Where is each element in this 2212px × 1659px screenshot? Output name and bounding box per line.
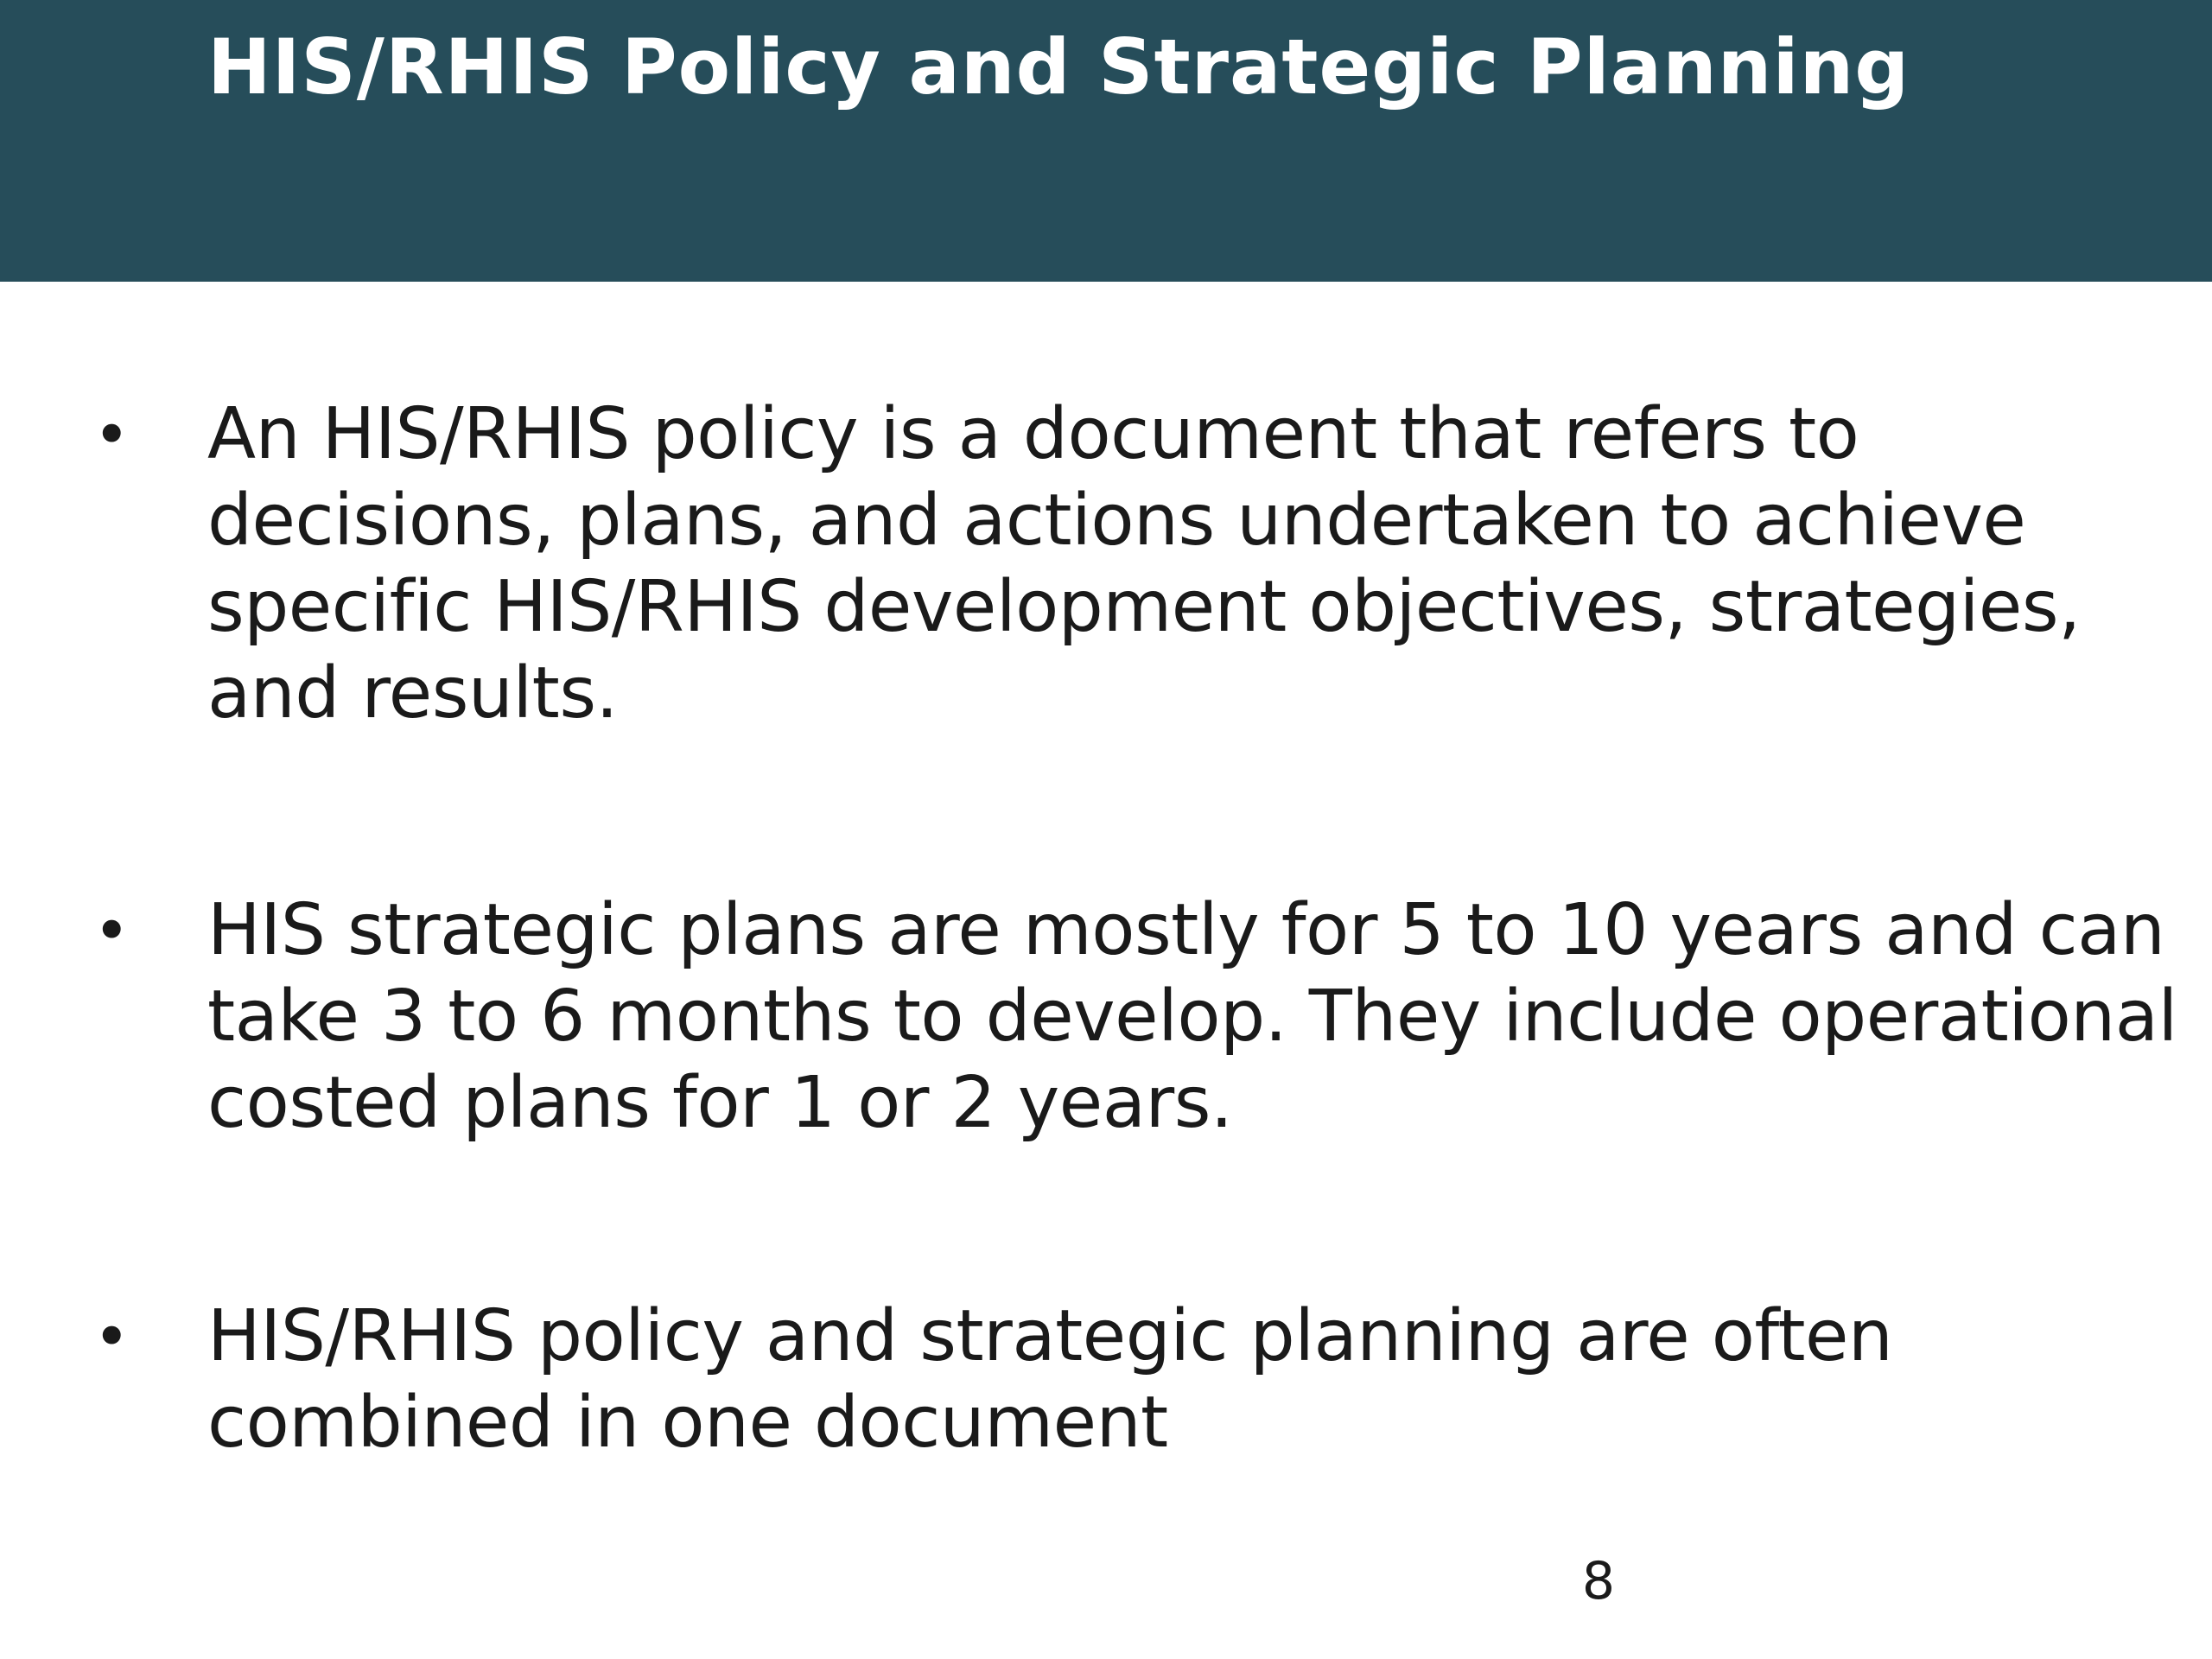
bullet-text-strategic-plans: HIS strategic plans are mostly for 5 to 10 years and can take 3 to 6 months to develop. They include operational costed plans for 1 or 2 years. [207,889,2177,1144]
bullet-marker: • [93,894,130,967]
bullet-marker: • [93,398,130,471]
page-number: 8 [1581,1551,1616,1611]
bullet-marker: • [93,1300,130,1373]
bullet-text-combined-document: HIS/RHIS policy and strategic planning are often combined in one document [207,1295,1893,1464]
slide-title: HIS/RHIS Policy and Strategic Planning [207,22,1910,111]
bullet-text-policy-definition: An HIS/RHIS policy is a document that refers to decisions, plans, and actions undertaken to achieve specific HIS/RHIS development objectives, strategies, and results. [207,393,2081,734]
